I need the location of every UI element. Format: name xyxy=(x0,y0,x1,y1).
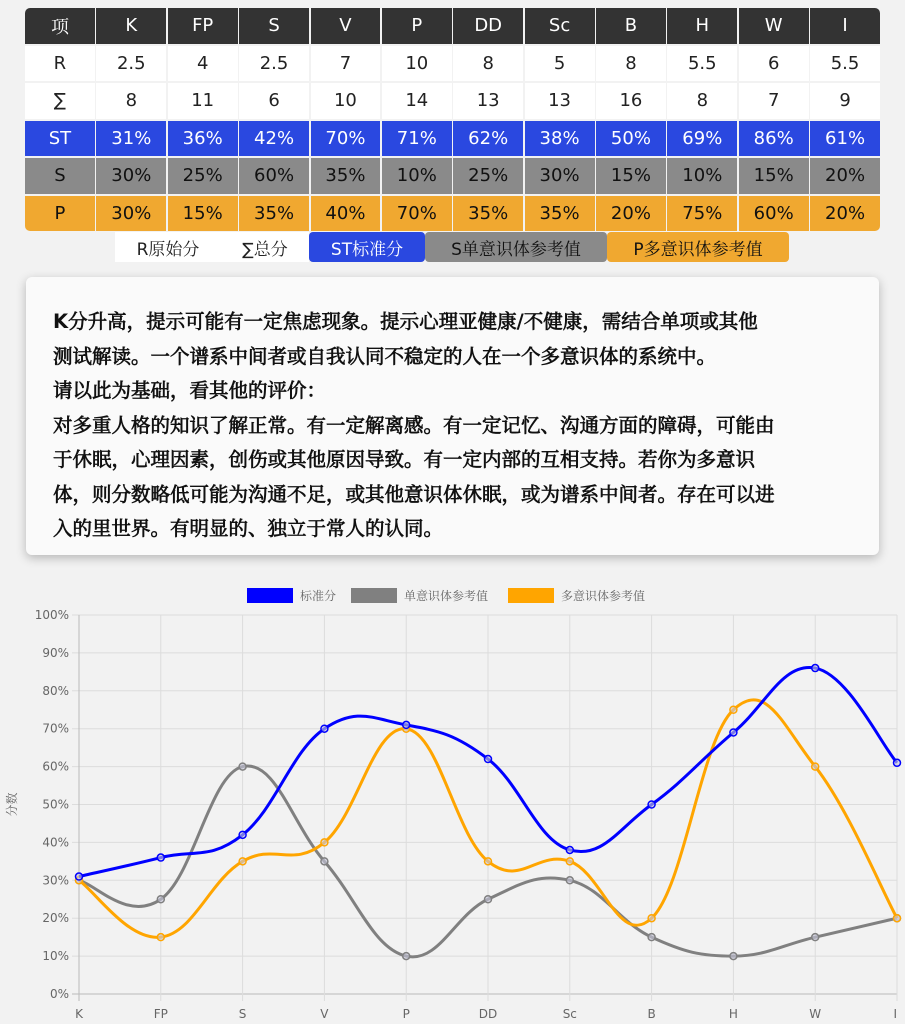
score-table xyxy=(25,8,880,231)
data-point xyxy=(239,858,246,865)
legend-multiple-reference: P多意识体参考值 xyxy=(607,232,789,262)
table-cell: 69% xyxy=(667,121,737,157)
table-header-cell: Sc xyxy=(525,8,595,44)
table-cell: 40% xyxy=(311,196,381,232)
interpretation-card xyxy=(26,277,879,555)
data-point xyxy=(566,877,573,884)
x-tick-label: Sc xyxy=(562,1007,577,1020)
table-cell: 8 xyxy=(96,83,166,119)
data-point xyxy=(812,934,819,941)
table-cell: 10% xyxy=(667,158,737,194)
table-cell: 20% xyxy=(810,158,880,194)
table-row-label: P xyxy=(25,196,95,232)
table-cell: 36% xyxy=(168,121,238,157)
data-point xyxy=(485,858,492,865)
table-cell: 35% xyxy=(311,158,381,194)
data-point xyxy=(485,896,492,903)
legend-swatch xyxy=(508,588,554,603)
interpretation-line: 对多重人格的知识了解正常。有一定解离感。有一定记忆、沟通方面的障碍，可能由 xyxy=(53,413,775,437)
table-cell: 8 xyxy=(596,46,666,82)
table-cell: 30% xyxy=(96,158,166,194)
x-tick-label: B xyxy=(647,1007,656,1020)
table-header-cell: W xyxy=(739,8,809,44)
table-cell: 2.5 xyxy=(96,46,166,82)
data-point xyxy=(730,729,737,736)
table-cell: 75% xyxy=(667,196,737,232)
interpretation-line: 测试解读。一个谱系中间者或自我认同不稳定的人在一个多意识体的系统中。 xyxy=(53,344,717,368)
table-cell: 38% xyxy=(525,121,595,157)
table-cell: 13 xyxy=(453,83,523,119)
legend-standard-score: ST标准分 xyxy=(309,232,425,262)
interpretation-line: 入的里世界。有明显的、独立于常人的认同。 xyxy=(53,517,444,540)
y-tick-label: 0% xyxy=(49,987,69,1001)
data-point xyxy=(485,756,492,763)
table-cell: 35% xyxy=(525,196,595,232)
x-tick-label: FP xyxy=(153,1007,168,1020)
table-cell: 25% xyxy=(168,158,238,194)
data-point xyxy=(812,763,819,770)
legend-single-reference: S单意识体参考值 xyxy=(425,232,607,262)
x-tick-label: P xyxy=(402,1007,410,1020)
interpretation-line: 于休眠，心理因素，创伤或其他原因导致。有一定内部的互相支持。若你为多意识 xyxy=(53,448,756,471)
data-point xyxy=(566,846,573,853)
table-cell: 2.5 xyxy=(239,46,309,82)
table-cell: 6 xyxy=(239,83,309,119)
chart-svg xyxy=(0,580,905,1020)
legend-total-score: ∑总分 xyxy=(221,232,309,262)
table-row-label: S xyxy=(25,158,95,194)
table-cell: 60% xyxy=(739,196,809,232)
y-tick-label: 80% xyxy=(42,683,69,698)
interpretation-line: 请以此为基础，看其他的评价： xyxy=(53,379,327,402)
table-cell: 7 xyxy=(311,46,381,82)
y-tick-label: 100% xyxy=(34,608,69,622)
table-cell: 10 xyxy=(311,83,381,119)
y-axis-title: 分数 xyxy=(5,792,19,817)
table-header-cell: P xyxy=(382,8,452,44)
y-tick-label: 40% xyxy=(42,835,69,850)
table-cell: 11 xyxy=(168,83,238,119)
table-header-cell: K xyxy=(96,8,166,44)
table-cell: 7 xyxy=(739,83,809,119)
data-point xyxy=(730,953,737,960)
table-cell: 13 xyxy=(525,83,595,119)
table-header-cell: S xyxy=(239,8,309,44)
table-cell: 70% xyxy=(382,196,452,232)
table-cell: 8 xyxy=(667,83,737,119)
legend-label: 多意识体参考值 xyxy=(561,589,646,603)
y-tick-label: 60% xyxy=(42,759,69,774)
table-row-label: R xyxy=(25,46,95,82)
data-point xyxy=(812,665,819,672)
data-point xyxy=(403,721,410,728)
x-tick-label: S xyxy=(238,1007,247,1020)
data-point xyxy=(157,854,164,861)
table-cell: 30% xyxy=(525,158,595,194)
table-header-cell: V xyxy=(311,8,381,44)
data-point xyxy=(403,953,410,960)
table-header-item: 项 xyxy=(25,8,95,44)
y-tick-label: 50% xyxy=(42,797,69,812)
table-cell: 42% xyxy=(239,121,309,157)
data-point xyxy=(157,896,164,903)
y-tick-label: 90% xyxy=(42,645,69,660)
table-cell: 31% xyxy=(96,121,166,157)
table-cell: 15% xyxy=(739,158,809,194)
x-tick-label: DD xyxy=(478,1007,498,1020)
data-point xyxy=(730,706,737,713)
data-point xyxy=(239,763,246,770)
legend-swatch xyxy=(351,588,397,603)
data-point xyxy=(648,915,655,922)
table-header-cell: B xyxy=(596,8,666,44)
table-cell: 30% xyxy=(96,196,166,232)
table-cell: 16 xyxy=(596,83,666,119)
data-point xyxy=(321,725,328,732)
legend-label: 标准分 xyxy=(300,589,337,603)
table-cell: 20% xyxy=(810,196,880,232)
table-cell: 15% xyxy=(596,158,666,194)
table-header-cell: DD xyxy=(453,8,523,44)
table-cell: 10% xyxy=(382,158,452,194)
data-point xyxy=(648,934,655,941)
table-row-label: ∑ xyxy=(25,83,95,119)
data-point xyxy=(648,801,655,808)
table-cell: 86% xyxy=(739,121,809,157)
data-point xyxy=(321,839,328,846)
data-point xyxy=(239,831,246,838)
table-cell: 71% xyxy=(382,121,452,157)
data-point xyxy=(157,934,164,941)
x-tick-label: W xyxy=(809,1007,822,1020)
table-cell: 61% xyxy=(810,121,880,157)
data-point xyxy=(321,858,328,865)
interpretation-line: K分升高，提示可能有一定焦虑现象。提示心理亚健康/不健康，需结合单项或其他 xyxy=(53,310,758,333)
table-row-label: ST xyxy=(25,121,95,157)
x-tick-label: K xyxy=(75,1007,83,1020)
y-tick-label: 30% xyxy=(42,873,69,888)
table-cell: 25% xyxy=(453,158,523,194)
x-tick-label: I xyxy=(893,1007,897,1020)
table-cell: 15% xyxy=(168,196,238,232)
y-tick-label: 20% xyxy=(42,911,69,926)
data-point xyxy=(894,915,901,922)
table-cell: 20% xyxy=(596,196,666,232)
legend-swatch xyxy=(247,588,293,603)
table-cell: 50% xyxy=(596,121,666,157)
y-tick-label: 70% xyxy=(42,721,69,736)
table-cell: 6 xyxy=(739,46,809,82)
table-header-cell: I xyxy=(810,8,880,44)
x-tick-label: V xyxy=(320,1007,329,1020)
table-cell: 4 xyxy=(168,46,238,82)
table-cell: 62% xyxy=(453,121,523,157)
table-header-cell: H xyxy=(667,8,737,44)
legend-raw-score: R原始分 xyxy=(115,232,221,262)
table-cell: 5 xyxy=(525,46,595,82)
data-point xyxy=(76,873,83,880)
table-cell: 70% xyxy=(311,121,381,157)
table-header-cell: FP xyxy=(168,8,238,44)
score-line-chart xyxy=(0,580,905,1020)
y-tick-label: 10% xyxy=(42,949,69,964)
table-cell: 35% xyxy=(453,196,523,232)
table-cell: 5.5 xyxy=(667,46,737,82)
table-cell: 14 xyxy=(382,83,452,119)
data-point xyxy=(894,759,901,766)
table-cell: 60% xyxy=(239,158,309,194)
table-cell: 8 xyxy=(453,46,523,82)
x-tick-label: H xyxy=(728,1007,738,1020)
interpretation-line: 体，则分数略低可能为沟通不足，或其他意识体休眠，或为谱系中间者。存在可以进 xyxy=(53,482,775,506)
legend-label: 单意识体参考值 xyxy=(404,589,489,603)
data-point xyxy=(566,858,573,865)
table-cell: 9 xyxy=(810,83,880,119)
table-legend xyxy=(115,232,789,262)
table-cell: 5.5 xyxy=(810,46,880,82)
table-cell: 35% xyxy=(239,196,309,232)
table-cell: 10 xyxy=(382,46,452,82)
